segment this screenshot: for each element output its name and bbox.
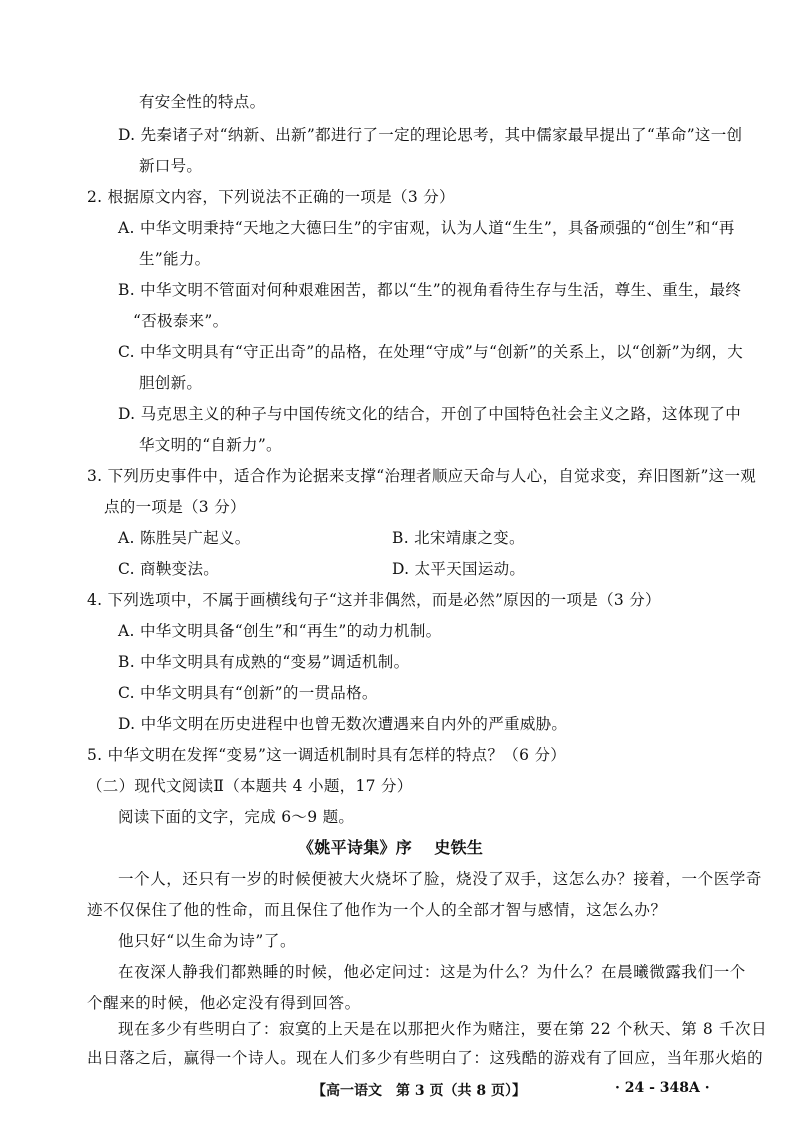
q3-option-b: B. 北宋靖康之变。	[392, 529, 525, 547]
article-title: 《姚平诗集》序 史铁生	[298, 838, 484, 857]
text-line: 有安全性的特点。	[139, 93, 266, 111]
footer-code: · 24 - 348A ·	[615, 1080, 710, 1096]
footer-label: 【高一语文 第 3 页（共 8 页）】	[312, 1083, 526, 1099]
question-2: 2. 根据原文内容，下列说法不正确的一项是（3 分）	[87, 188, 455, 206]
text-line: “否极泰来”。	[133, 312, 229, 330]
q2-option-b: B. 中华文明不管面对何种艰难困苦，都以“生”的视角看待生存与生活，尊生、重生，最终	[118, 281, 742, 299]
section-heading: （二）现代文阅读Ⅱ（本题共 4 小题，17 分）	[87, 777, 413, 795]
paragraph-line: 迹不仅保住了他的性命，而且保住了他作为一个人的全部才智与感情，这怎么办？	[87, 901, 667, 919]
paragraph-line: 个醒来的时候，他必定没有得到回答。	[87, 994, 361, 1012]
paragraph-line: 在夜深人静我们都熟睡的时候，他必定问过：这是为什么？为什么？在晨曦微露我们一个	[118, 963, 746, 981]
text-line: 点的一项是（3 分）	[104, 498, 246, 516]
instruction: 阅读下面的文字，完成 6～9 题。	[118, 808, 355, 826]
q2-option-a: A. 中华文明秉持“天地之大德曰生”的宇宙观，认为人道“生生”，具备顽强的“创生”和“再	[118, 219, 735, 237]
question-5: 5. 中华文明在发挥“变易”这一调适机制时具有怎样的特点？（6 分）	[87, 746, 567, 764]
q3-option-d: D. 太平天国运动。	[392, 560, 526, 578]
paragraph-line: 现在多少有些明白了：寂寞的上天是在以那把火作为赌注，要在第 22 个秋天、第 8 千次日	[118, 1020, 768, 1038]
text-line: 胆创新。	[139, 374, 203, 392]
text-line: 华文明的“自新力”。	[139, 436, 282, 454]
q3-option-c: C. 商鞅变法。	[118, 560, 220, 578]
paragraph-line: 出日落之后，赢得一个诗人。现在人们多少有些明白了：这残酷的游戏有了回应，当年那火焰的	[87, 1049, 764, 1067]
text-line: 新口号。	[139, 157, 203, 175]
text-line: 生”能力。	[139, 250, 211, 268]
q3-option-a: A. 陈胜吴广起义。	[118, 529, 251, 547]
q4-option-c: C. 中华文明具有“创新”的一贯品格。	[118, 684, 378, 702]
option-d-text: D. 先秦诸子对“纳新、出新”都进行了一定的理论思考，其中儒家最早提出了“革命”这一创	[118, 126, 743, 144]
question-3: 3. 下列历史事件中，适合作为论据来支撑“治理者顺应天命与人心，自觉求变，弃旧图新”这一观	[87, 467, 757, 485]
paragraph-line: 他只好“以生命为诗”了。	[118, 932, 297, 950]
paragraph-line: 一个人，还只有一岁的时候便被大火烧坏了脸，烧没了双手，这怎么办？接着，一个医学奇	[118, 870, 763, 888]
q4-option-b: B. 中华文明具有成熟的“变易”调适机制。	[118, 653, 410, 671]
q4-option-a: A. 中华文明具备“创生”和“再生”的动力机制。	[118, 622, 442, 640]
question-4: 4. 下列选项中，不属于画横线句子“这并非偶然，而是必然”原因的一项是（3 分）	[87, 591, 661, 609]
q4-option-d: D. 中华文明在历史进程中也曾无数次遭遇来自内外的严重威胁。	[118, 715, 568, 733]
q2-option-d: D. 马克思主义的种子与中国传统文化的结合，开创了中国特色社会主义之路，这体现了中	[118, 405, 742, 423]
q2-option-c: C. 中华文明具有“守正出奇”的品格，在处理“守成”与“创新”的关系上，以“创新”为纲，大	[118, 343, 744, 361]
